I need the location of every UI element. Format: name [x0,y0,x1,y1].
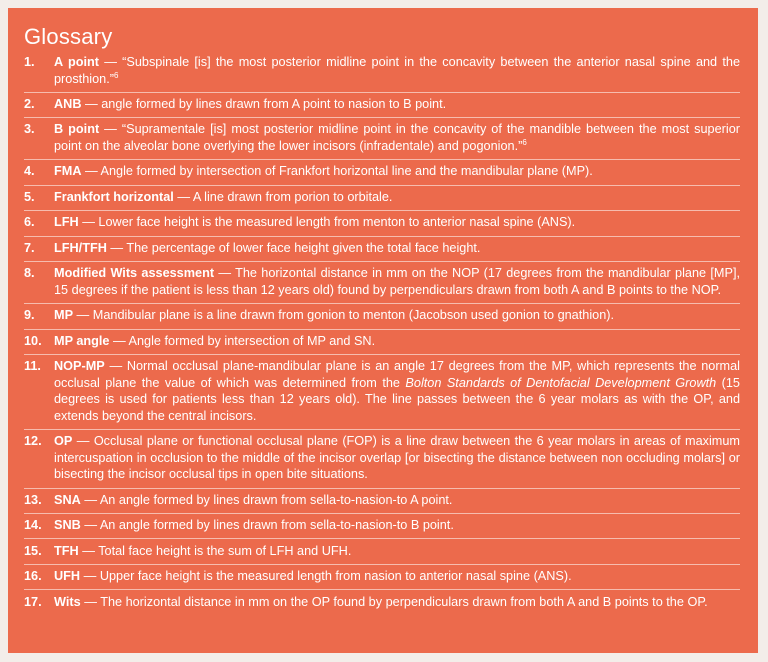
item-term: LFH/TFH [54,240,107,255]
item-definition: Lower face height is the measured length from menton to anterior nasal spine (ANS). [98,215,576,230]
glossary-list [24,54,740,615]
item-number: 9. [24,308,35,323]
item-definition: Angle formed by intersection of MP and SN. [128,333,376,348]
item-definition: Upper face height is the measured length from nasion to anterior nasal spine (ANS). [99,569,572,584]
glossary-item: 11. NOP-MP — Normal occlusal plane-mandibular plane is an angle 17 degrees from the MP, which represents the normal occlusal plane the value of which was determined from the Bolton Standards of Dentofacial Development Growth (15 degrees is used for patients less than 12 years old). The line passes between the 6 year molars as with the OP, and extends beyond the central incisors. [24,358,740,430]
item-number: 14. [24,518,42,533]
glossary-item: 13. SNA — An angle formed by lines drawn from sella-to-nasion-to A point. [24,492,740,514]
item-number: 7. [24,240,35,255]
item-term: LFH [54,215,79,230]
item-number: 10. [24,333,42,348]
glossary-item: 16. UFH — Upper face height is the measured length from nasion to anterior nasal spine (ANS). [24,568,740,590]
item-term: SNA [54,492,81,507]
glossary-item: 1. A point — “Subspinale [is] the most posterior midline point in the concavity between the anterior nasal spine and the prosthion.”$^6$ [24,54,740,93]
item-definition: Mandibular plane is a line drawn from gonion to menton (Jacobson used gonion to gnathion). [92,308,615,323]
glossary-item: 4. FMA — Angle formed by intersection of Frankfort horizontal line and the mandibular plane (MP). [24,163,740,185]
glossary-item: 9. MP — Mandibular plane is a line drawn from gonion to menton (Jacobson used gonion to gnathion). [24,307,740,329]
item-term: Wits [54,594,81,609]
item-definition: An angle formed by lines drawn from sella-to-nasion-to B point. [99,518,454,533]
item-number: 16. [24,569,42,584]
item-footnote: 6 [113,70,119,80]
item-number: 4. [24,164,35,179]
item-definition: A line drawn from porion to orbitale. [192,189,393,204]
item-number: 6. [24,215,35,230]
item-number: 11. [24,359,41,374]
item-term: MP [54,308,74,323]
item-definition: The horizontal distance in mm on the NOP (17 degrees from the mandibular plane [MP], 15 degrees if the patient is less than 12 years old) found by perpendiculars drawn from both A and B points to the NOP. [54,266,740,297]
item-number: 2. [24,96,35,111]
glossary-panel [8,8,758,653]
item-number: 17. [24,594,42,609]
item-term: A point [54,55,99,69]
item-definition: The horizontal distance in mm on the OP found by perpendiculars drawn from both A and B points to the OP. [100,594,708,609]
glossary-item: 14. SNB — An angle formed by lines drawn from sella-to-nasion-to B point. [24,517,740,539]
item-definition-cont: (15 degrees is used for patients less than 12 years old). The line passes between the 6 year molars as with the OP, and extends beyond the central incisors. [54,375,740,423]
item-definition: Normal occlusal plane-mandibular plane is an angle 17 degrees from the MP, which represents the normal occlusal plane the value of which was determined from the [54,359,740,390]
item-term: Modified Wits assessment [54,266,215,281]
item-number: 15. [24,543,42,558]
item-number: 13. [24,492,42,507]
item-definition: “Subspinale [is] the most posterior midline point in the concavity between the anterior nasal spine and the prosthion.” [54,55,741,86]
item-number: 5. [24,189,35,204]
item-term: OP [54,434,73,449]
item-term: TFH [54,543,79,558]
glossary-title: Glossary [24,24,113,49]
item-definition: Total face height is the sum of LFH and UFH. [98,543,352,558]
item-definition: Occlusal plane or functional occlusal plane (FOP) is a line draw between the 6 year molars in areas of maximum intercuspation in occlusion to the middle of the incisor overlap [or bisecting the distance between non occluding molars] or bisecting the incisor occlusal tips in open bite situations. [54,434,740,482]
glossary-item: 3. B point — “Supramentale [is] most posterior midline point in the concavity of the mandible between the most superior point on the alveolar bone overlying the lower incisors (infradentale) and pogonion.”$^6$ [24,121,740,160]
glossary-item: 17. Wits — The horizontal distance in mm on the OP found by perpendiculars drawn from both A and B points to the OP. [24,594,708,609]
glossary-item: 10. MP angle — Angle formed by intersection of MP and SN. [24,333,740,355]
glossary-item: 5. Frankfort horizontal — A line drawn from porion to orbitale. [24,189,740,211]
item-definition: An angle formed by lines drawn from sella-to-nasion-to A point. [99,492,453,507]
glossary-item: 15. TFH — Total face height is the sum of LFH and UFH. [24,543,740,565]
item-number: 3. [24,122,35,137]
item-definition: Angle formed by intersection of Frankfort horizontal line and the mandibular plane (MP). [100,164,593,179]
item-term: B point [54,122,100,137]
item-term: Frankfort horizontal [54,189,174,204]
glossary-item: 12. OP — Occlusal plane or functional occlusal plane (FOP) is a line draw between the 6 year molars in areas of maximum intercuspation in occlusion to the middle of the incisor overlap [or bisecting the distance between non occluding molars] or bisecting the incisor occlusal tips in open bite situations. [24,433,740,488]
glossary-item: 8. Modified Wits assessment — The horizontal distance in mm on the NOP (17 degrees from the mandibular plane [MP], 15 degrees if the patient is less than 12 years old) found by perpendiculars drawn from both A and B points to the NOP. [24,265,740,304]
item-definition: angle formed by lines drawn from A point to nasion to B point. [101,96,447,111]
item-definition: The percentage of lower face height given the total face height. [126,240,481,255]
item-term: UFH [54,569,81,584]
item-term: SNB [54,518,81,533]
item-number: 12. [24,434,42,449]
item-term: FMA [54,164,82,179]
item-definition: “Supramentale [is] most posterior midline point in the concavity of the mandible between the most superior point on the alveolar bone overlying the lower incisors (infradentale) and pogonion.” [54,122,740,153]
item-number: 8. [24,266,35,281]
item-term: ANB [54,96,82,111]
item-term: NOP-MP [54,359,105,374]
item-term: MP angle [54,333,110,348]
item-number: 1. [24,55,35,69]
item-citation: Bolton Standards of Dentofacial Development Growth [405,375,717,390]
item-footnote: 6 [522,137,527,147]
glossary-item: 7. LFH/TFH — The percentage of lower face height given the total face height. [24,240,740,262]
glossary-item: 6. LFH — Lower face height is the measured length from menton to anterior nasal spine (ANS). [24,214,740,236]
glossary-item: 2. ANB — angle formed by lines drawn from A point to nasion to B point. [24,96,740,118]
